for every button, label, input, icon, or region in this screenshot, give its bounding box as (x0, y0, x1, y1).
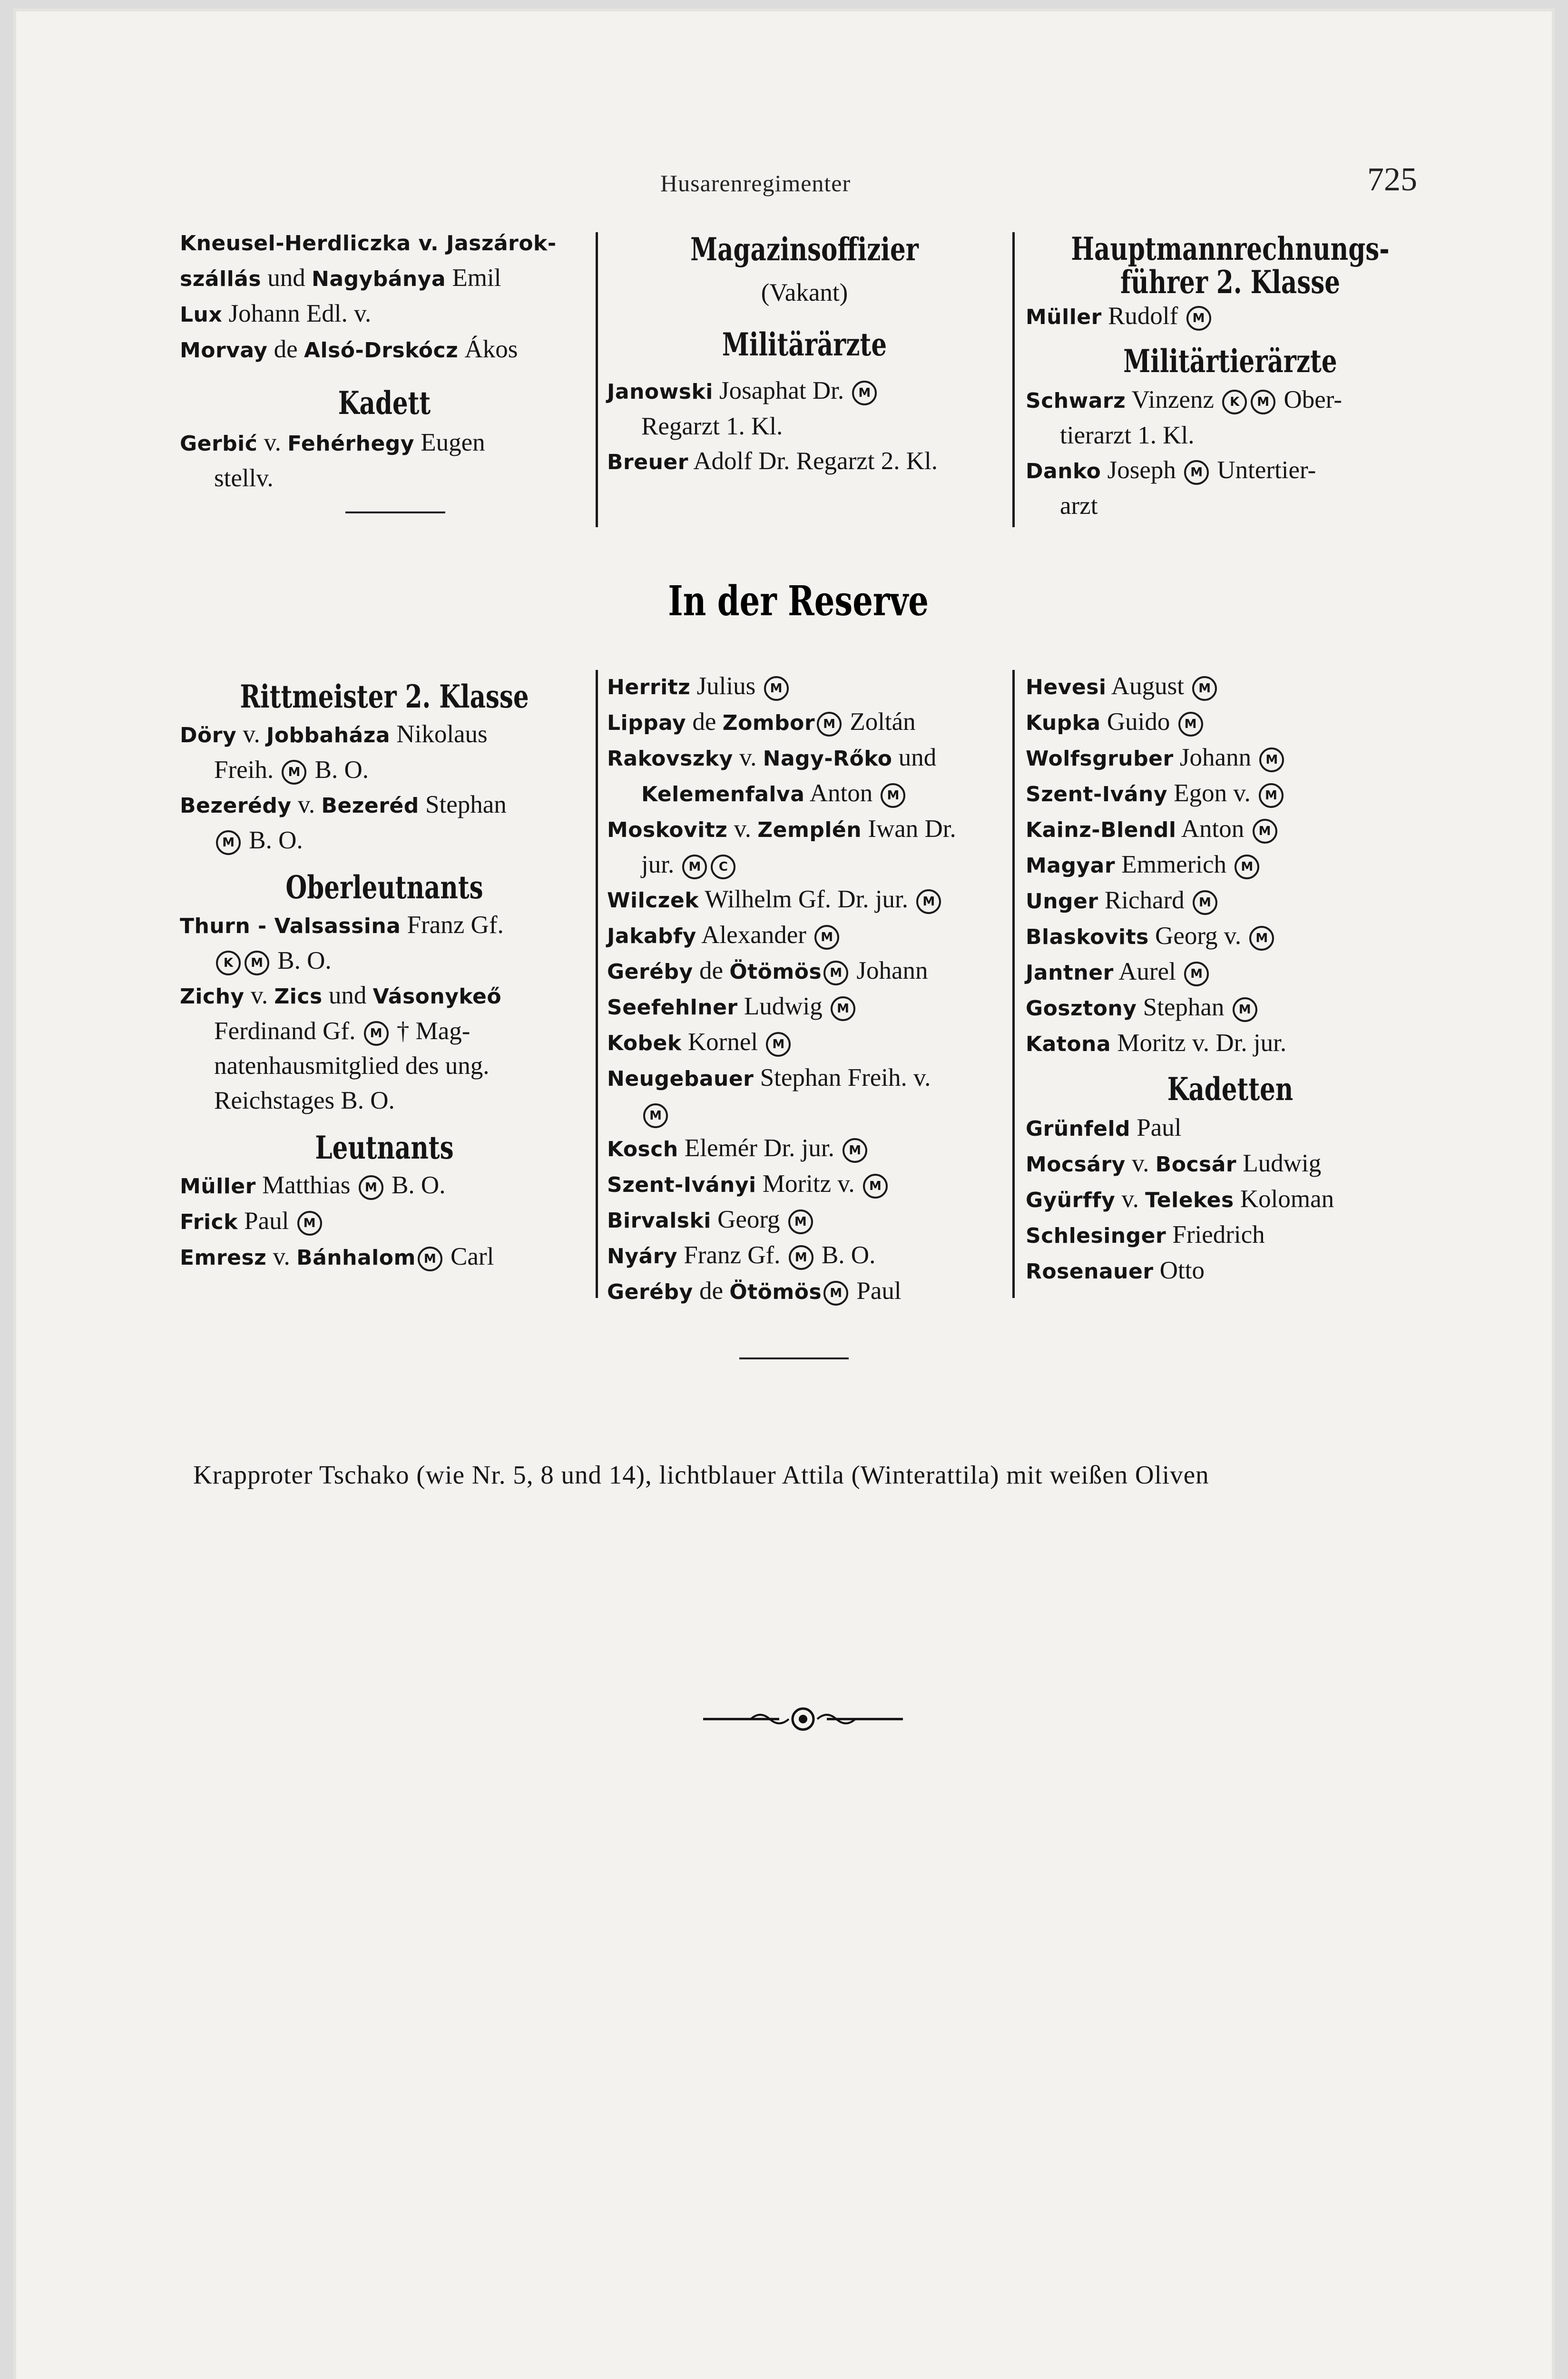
surname: Danko (1026, 459, 1101, 483)
column-middle-reserve (607, 669, 1007, 1309)
entry-text: Freih. (214, 756, 280, 784)
surname: Moskovitz (607, 818, 728, 842)
entry-text: v. (244, 982, 274, 1009)
surname: Grünfeld (1026, 1117, 1131, 1141)
place-name: Zics (274, 984, 323, 1009)
entry-text: Egon v. (1167, 779, 1257, 807)
surname: Nyáry (607, 1244, 678, 1268)
m-medal-icon: M (1193, 890, 1217, 915)
entry-line (180, 753, 589, 787)
m-medal-icon: M (297, 1211, 322, 1236)
column-divider (1012, 232, 1015, 527)
entry-text: Josaphat Dr. (713, 377, 851, 404)
entry-text: v. (236, 720, 266, 748)
entry-line (607, 1274, 1007, 1309)
m-medal-icon: M (814, 925, 839, 950)
entry-text: und (892, 744, 937, 771)
entry-text: v. (291, 791, 322, 818)
m-medal-icon: M (1233, 997, 1257, 1022)
surname: Blaskovits (1026, 925, 1149, 949)
m-medal-icon: M (1186, 306, 1211, 331)
m-medal-icon: M (1178, 712, 1203, 737)
entry-text: Guido (1100, 708, 1176, 736)
entry-text: † Mag- (390, 1017, 470, 1045)
entry-text: Ákos (458, 335, 518, 363)
place-name: Zemplén (757, 818, 862, 842)
entry-line (180, 1204, 589, 1239)
entry-text: v. (257, 429, 288, 456)
surname: Rakovszky (607, 747, 733, 771)
entry-text: Emmerich (1115, 851, 1233, 878)
heading-militaeraerzte: Militärärzte (722, 326, 887, 363)
document-page (13, 9, 1555, 2379)
surname: Döry (180, 723, 237, 747)
entry-line (607, 409, 1002, 444)
entry-line (1026, 1026, 1435, 1062)
entry-text: B. O. (308, 756, 369, 784)
surname: Jakabfy (607, 924, 696, 948)
m-medal-icon: M (916, 889, 941, 914)
entry-text: Johann (1173, 744, 1258, 771)
entry-line (607, 374, 1002, 409)
entry-text: Emil (446, 264, 501, 292)
heading-kadett: Kadett (338, 384, 431, 422)
m-medal-icon: M (1259, 783, 1284, 808)
entry-line (607, 1096, 1007, 1131)
m-medal-icon: M (843, 1138, 867, 1163)
heading-rechnungsfuehrer: Hauptmannrechnungs- (1071, 230, 1390, 267)
entry-text: jur. (641, 851, 681, 878)
entry-text: B. O. (243, 826, 303, 854)
surname: Lux (180, 303, 223, 327)
entry-line (1026, 812, 1435, 847)
surname: Jantner (1026, 961, 1114, 985)
place-name: Ötömös (729, 1280, 822, 1304)
entry-line (1026, 1253, 1435, 1289)
place-name: Vásonykeő (372, 984, 502, 1009)
heading-militaertieraerzte: Militärtierärzte (1123, 343, 1337, 380)
section-rule (739, 1357, 849, 1359)
entry-text: Johann (850, 957, 928, 984)
entry-text: Ober- (1277, 386, 1342, 413)
entry-text: Regarzt 1. Kl. (641, 413, 783, 440)
running-header: Husarenregimenter (660, 170, 851, 197)
m-medal-icon: M (788, 1209, 813, 1234)
entry-line (180, 1014, 589, 1049)
m-medal-icon: M (1249, 926, 1274, 951)
entry-line (180, 823, 589, 858)
place-name: Nagybánya (312, 267, 446, 291)
place-name: Telekes (1145, 1188, 1234, 1212)
surname: Schwarz (1026, 389, 1126, 413)
surname: Breuer (607, 450, 688, 474)
entry-text: Joseph (1101, 456, 1183, 484)
m-medal-icon: M (852, 381, 877, 405)
entry-line (1026, 489, 1435, 523)
entry-text: Koloman (1234, 1185, 1334, 1213)
entry-text: Reichstages B. O. (214, 1087, 395, 1114)
entry-text: Stephan Freih. v. (754, 1064, 931, 1091)
m-medal-icon: M (881, 783, 905, 808)
entry-text: und (322, 982, 373, 1009)
entry-text: und (261, 264, 312, 292)
surname: Szent-Iványi (607, 1173, 756, 1197)
entry-text: Moritz v. Dr. jur. (1111, 1029, 1287, 1057)
entry-line (1026, 847, 1435, 883)
m-medal-icon: M (1184, 460, 1209, 485)
surname: Frick (180, 1210, 238, 1234)
surname: Mocsáry (1026, 1152, 1126, 1177)
surname: Herritz (607, 675, 691, 699)
entry-line (1026, 453, 1435, 489)
entry-text: Ludwig (1236, 1150, 1322, 1177)
entry-text: Aurel (1113, 958, 1183, 985)
entry-text: natenhausmitglied des ung. (214, 1052, 490, 1080)
surname: Unger (1026, 889, 1098, 914)
place-name: Bocsár (1155, 1152, 1237, 1177)
m-medal-icon: M (359, 1175, 383, 1200)
entry-line (180, 717, 589, 753)
entry-line (180, 425, 589, 461)
surname: Kobek (607, 1031, 682, 1055)
surname: szállás (180, 267, 262, 291)
entry-text: Matthias (255, 1171, 357, 1199)
entry-text: v. (1115, 1185, 1146, 1213)
surname: Seefehlner (607, 995, 738, 1020)
entry-text: B. O. (815, 1241, 876, 1269)
place-name: Ötömös (729, 960, 822, 984)
entry-line (607, 1167, 1007, 1202)
entry-line (1026, 883, 1435, 919)
entry-text: Untertier- (1211, 456, 1316, 484)
entry-line (607, 740, 1007, 776)
entry-line (607, 882, 1007, 918)
entry-text: Stephan (1137, 993, 1231, 1021)
entry-line (607, 847, 1007, 882)
entry-line (1026, 418, 1435, 453)
entry-text: Julius (690, 672, 762, 700)
surname: Geréby (607, 960, 693, 984)
m-medal-icon: M (1259, 747, 1284, 772)
entry-line (607, 954, 1007, 989)
entry-text: de (686, 708, 723, 736)
heading-rechnungsfuehrer-2: führer 2. Klasse (1120, 264, 1340, 301)
entry-text: Alexander (696, 921, 813, 949)
surname: Müller (1026, 305, 1102, 329)
entry-line (180, 461, 589, 496)
m-medal-icon: M (789, 1245, 813, 1270)
entry-text: de (267, 335, 304, 363)
vakant-label: (Vakant) (761, 279, 848, 306)
entry-text: de (693, 957, 730, 984)
entry-text: Johann Edl. v. (222, 300, 372, 327)
entry-text: Paul (1130, 1114, 1182, 1141)
c-order-icon: C (711, 855, 735, 879)
entry-line (607, 1061, 1007, 1096)
entry-line (607, 776, 1007, 812)
k-order-icon: K (216, 951, 241, 975)
surname: Hevesi (1026, 675, 1107, 699)
entry-text: Anton (1176, 815, 1251, 843)
surname: Morvay (180, 338, 268, 363)
entry-line (1026, 1218, 1435, 1253)
entry-line (1026, 990, 1435, 1026)
ornament-divider (698, 1702, 908, 1736)
place-name: Fehérhegy (287, 432, 414, 456)
heading-magazinsoffizier: Magazinsoffizier (690, 231, 919, 268)
entry-text: Moritz v. (756, 1170, 861, 1198)
surname: Janowski (607, 380, 713, 404)
entry-line (607, 1202, 1007, 1238)
entry-line (180, 225, 589, 261)
surname: Bezerédy (180, 794, 292, 818)
place-name: Zombor (722, 711, 815, 735)
entry-line (1026, 1146, 1435, 1182)
entry-text: Franz Gf. (401, 911, 504, 939)
entry-line (607, 918, 1007, 954)
entry-line (1026, 1111, 1435, 1146)
entry-text: Wilhelm Gf. Dr. jur. (699, 885, 915, 913)
entry-line (607, 1025, 1007, 1061)
surname: Geréby (607, 1280, 693, 1304)
entry-text: Georg v. (1148, 922, 1248, 950)
m-medal-icon: M (823, 1281, 848, 1306)
entry-line (180, 1239, 589, 1275)
m-medal-icon: M (643, 1103, 668, 1128)
entry-line (180, 332, 589, 368)
surname: Thurn - Valsassina (180, 914, 401, 938)
entry-text: Iwan Dr. (862, 815, 956, 843)
surname: Birvalski (607, 1209, 711, 1233)
column-left-top (180, 225, 589, 496)
entry-text: Carl (444, 1243, 494, 1270)
place-name: Bánhalom (296, 1246, 416, 1270)
entry-text: Franz Gf. (677, 1241, 787, 1269)
surname: Kneusel-Herdliczka v. Jaszárok- (180, 231, 557, 256)
entry-text: v. (1125, 1150, 1156, 1177)
entry-text: v. (733, 744, 763, 771)
entry-line (607, 1238, 1007, 1274)
m-medal-icon: M (1253, 819, 1277, 844)
entry-line (1026, 383, 1435, 418)
k-order-icon: K (1222, 390, 1247, 414)
heading-oberleutnants: Oberleutnants (285, 869, 483, 906)
entry-text: Paul (850, 1277, 902, 1305)
entry-line (1026, 740, 1435, 776)
uniform-description: Krapproter Tschako (wie Nr. 5, 8 und 14), lichtblauer Attila (Winterattila) mit weißen Oliven (193, 1460, 1209, 1489)
entry-line (180, 1083, 589, 1118)
place-name: Nagy-Rőko (763, 747, 892, 771)
m-medal-icon: M (764, 676, 789, 701)
entry-text: tierarzt 1. Kl. (1060, 422, 1195, 449)
m-medal-icon: M (863, 1174, 888, 1199)
entry-text: Georg (711, 1206, 786, 1233)
entry-text: Nikolaus (390, 720, 488, 748)
surname: Rosenauer (1026, 1259, 1154, 1284)
surname: Wilczek (607, 888, 699, 913)
column-divider (596, 232, 598, 527)
column-left-reserve (180, 679, 589, 1275)
entry-text: Rudolf (1101, 302, 1185, 330)
entry-text: Anton (804, 779, 879, 807)
surname: Schlesinger (1026, 1224, 1166, 1248)
surname: Wolfsgruber (1026, 747, 1174, 771)
entry-text: August (1106, 672, 1191, 700)
entry-line (1026, 705, 1435, 740)
entry-line (180, 787, 589, 823)
entry-line (607, 1131, 1007, 1167)
entry-line (180, 978, 589, 1014)
heading-leutnants: Leutnants (315, 1129, 454, 1166)
entry-text: Vinzenz (1126, 386, 1221, 413)
surname: Gerbić (180, 432, 258, 456)
column-divider (596, 670, 598, 1298)
entry-line (1026, 954, 1435, 990)
surname: Neugebauer (607, 1067, 754, 1091)
surname: Emresz (180, 1246, 267, 1270)
m-medal-icon: M (766, 1032, 791, 1057)
surname: Kelemenfalva (641, 782, 805, 806)
surname: Szent-Ivány (1026, 782, 1168, 806)
entry-line (607, 669, 1007, 705)
entry-text: Ludwig (737, 993, 829, 1020)
entry-line (1026, 669, 1435, 705)
column-middle-top (607, 232, 1002, 480)
entry-text: v. (727, 815, 758, 843)
heading-rittmeister: Rittmeister 2. Klasse (240, 678, 529, 715)
entry-line (1026, 919, 1435, 954)
entry-text: Richard (1098, 886, 1191, 914)
entry-line (607, 705, 1007, 740)
column-divider (1012, 670, 1015, 1298)
surname: Kosch (607, 1137, 678, 1161)
entry-text: Paul (237, 1207, 295, 1235)
m-medal-icon: M (1184, 962, 1209, 986)
surname: Zichy (180, 984, 245, 1009)
entry-text: Kornel (681, 1028, 764, 1056)
entry-text: B. O. (385, 1171, 446, 1199)
entry-line (607, 444, 1002, 480)
place-name: Bezeréd (321, 794, 419, 818)
reserve-heading-wrap (584, 577, 1012, 625)
entry-text: Adolf Dr. Regarzt 2. Kl. (688, 447, 938, 475)
entry-line (607, 989, 1007, 1025)
entry-line (180, 1168, 589, 1204)
m-medal-icon: M (245, 951, 269, 975)
entry-line (607, 812, 1007, 847)
entry-line (180, 261, 589, 296)
entry-text: stellv. (214, 464, 274, 492)
m-medal-icon: M (682, 855, 707, 879)
place-name: Alsó-Drskócz (304, 338, 459, 363)
surname: Gosztony (1026, 996, 1137, 1021)
m-medal-icon: M (817, 712, 842, 737)
m-medal-icon: M (823, 961, 848, 985)
column-right-top (1026, 232, 1435, 523)
heading-kadetten: Kadetten (1167, 1071, 1294, 1108)
entry-line (180, 296, 589, 332)
surname: Kainz-Blendl (1026, 818, 1176, 842)
m-medal-icon: M (1192, 676, 1217, 701)
m-medal-icon: M (418, 1247, 442, 1271)
entry-line (180, 908, 589, 944)
column-right-reserve (1026, 669, 1435, 1289)
entry-text: Stephan (419, 791, 507, 818)
surname: Müller (180, 1174, 256, 1199)
m-medal-icon: M (364, 1021, 389, 1046)
entry-line (180, 1049, 589, 1083)
place-name: Jobbaháza (266, 723, 391, 747)
entry-line (1026, 776, 1435, 812)
entry-line (1026, 1182, 1435, 1218)
surname: Kupka (1026, 711, 1101, 735)
m-medal-icon: M (216, 830, 241, 855)
section-rule (345, 511, 445, 513)
heading-reserve: In der Reserve (668, 577, 929, 625)
entry-text: B. O. (271, 947, 332, 974)
entry-text: Eugen (414, 429, 485, 456)
entry-line (1026, 299, 1435, 334)
entry-text: v. (266, 1243, 297, 1270)
entry-text: Friedrich (1166, 1221, 1265, 1248)
page-number: 725 (1367, 161, 1417, 198)
surname: Lippay (607, 711, 686, 735)
entry-text: Zoltán (843, 708, 916, 736)
surname: Katona (1026, 1032, 1111, 1056)
m-medal-icon: M (1235, 855, 1259, 879)
entry-text: arzt (1060, 492, 1098, 520)
entry-text: Elemér Dr. jur. (678, 1134, 841, 1162)
entry-text: Ferdinand Gf. (214, 1017, 362, 1045)
m-medal-icon: M (831, 996, 855, 1021)
m-medal-icon: M (1251, 390, 1275, 414)
entry-text: Otto (1153, 1257, 1205, 1284)
surname: Magyar (1026, 854, 1116, 878)
m-medal-icon: M (282, 760, 306, 785)
entry-text: de (693, 1277, 730, 1305)
surname: Gyürffy (1026, 1188, 1116, 1212)
entry-line (180, 944, 589, 978)
